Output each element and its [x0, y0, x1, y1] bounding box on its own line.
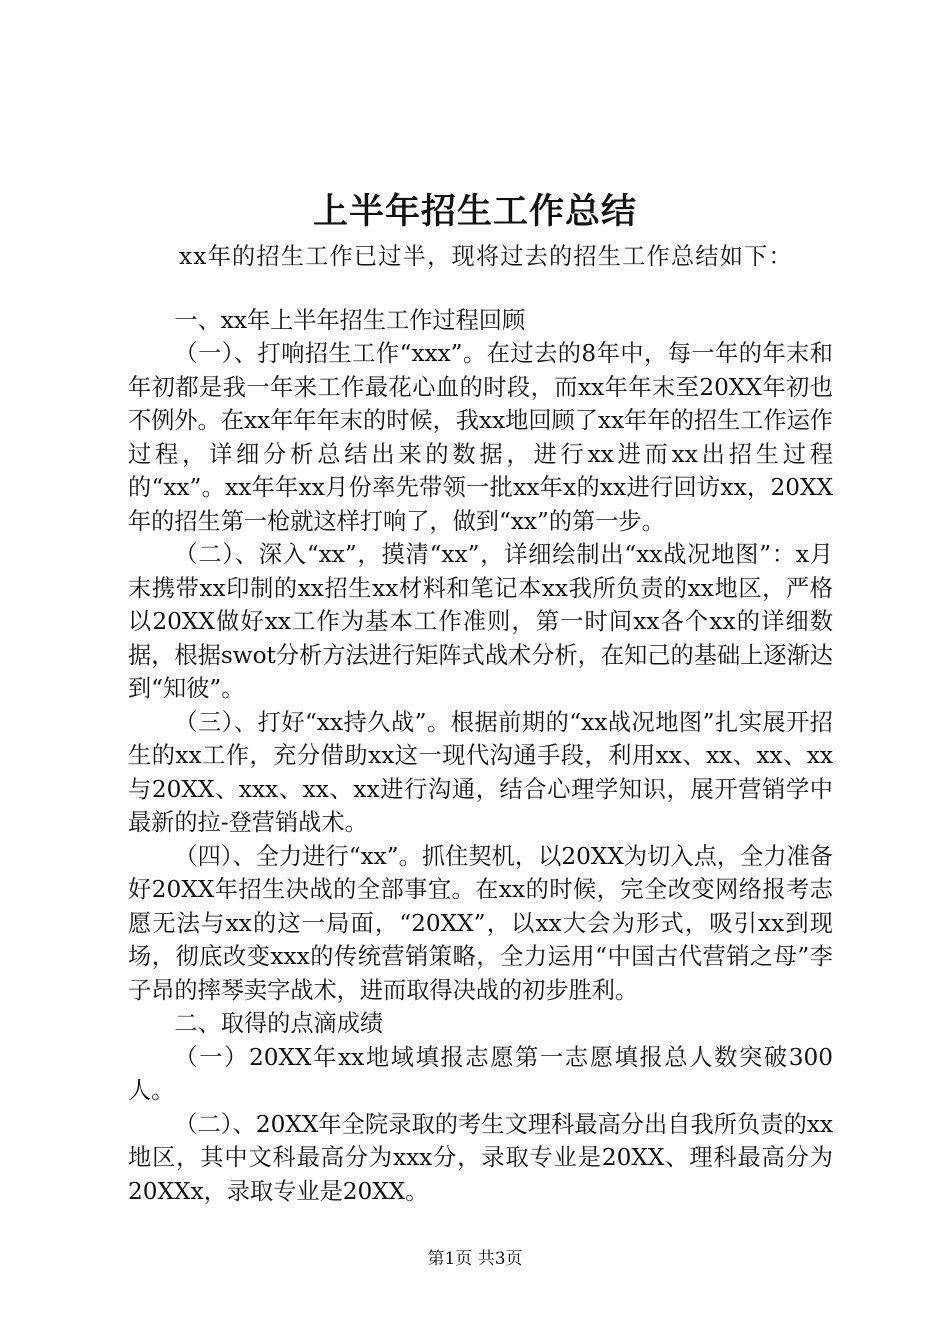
paragraph: （二）、深入“xx”，摸清“xx”，详细绘制出“xx战况地图”：x月末携带xx印制的xx招生xx材料和笔记本xx我所负责的xx地区，严格以20XX做好xx工作为基本工作准则，第一时间xx各个xx的详细数据，根据swot分析方法进行矩阵式战术分析，在知己的基础上逐渐达到“知彼”。	[128, 541, 833, 702]
page-number-footer: 第1页 共3页	[427, 1249, 523, 1269]
paragraph: （一）20XX年xx地域填报志愿第一志愿填报总人数突破300人。	[128, 1043, 833, 1104]
paragraph: （四）、全力进行“xx”。抓住契机，以20XX为切入点，全力准备好20XX年招生决战的全部事宜。在xx的时候，完全改变网络报考志愿无法与xx的这一局面，“20XX”，以xx大会为形式，吸引xx到现场，彻底改变xxx的传统营销策略，全力运用“中国古代营销之母”李子昂的摔琴卖字战术，进而取得决战的初步胜利。	[128, 842, 833, 1004]
paragraph: （三）、打好“xx持久战”。根据前期的“xx战况地图”扎实展开招生的xx工作，充分借助xx这一现代沟通手段，利用xx、xx、xx、xx与20XX、xxx、xx、xx进行沟通，结合心理学知识，展开营销学中最新的拉-登营销战术。	[128, 708, 833, 836]
paragraph: （二）、20XX年全院录取的考生文理科最高分出自我所负责的xx地区，其中文科最高分为xxx分，录取专业是20XX、理科最高分为20XXx，录取专业是20XX。	[128, 1110, 833, 1205]
intro-paragraph: xx年的招生工作已过半，现将过去的招生工作总结如下：	[179, 243, 793, 270]
section-heading-2: 二、取得的点滴成绩	[174, 1010, 384, 1037]
paragraph: （一）、打响招生工作“xxx”。在过去的8年中，每一年的年末和年初都是我一年来工作最花心血的时段，而xx年年末至20XX年初也不例外。在xx年年年末的时候，我xx地回顾了xx年年的招生工作运作过程，详细分析总结出来的数据，进行xx进而xx出招生过程的“xx”。xx年年xx月份率先带领一批xx年x的xx进行回访xx，20XX年的招生第一枪就这样打响了，做到“xx”的第一步。	[128, 340, 833, 535]
section-heading-1: 一、xx年上半年招生工作过程回顾	[174, 306, 526, 334]
document-title: 上半年招生工作总结	[312, 191, 637, 232]
document-body	[128, 240, 833, 1208]
paragraph-spacer	[128, 274, 833, 304]
